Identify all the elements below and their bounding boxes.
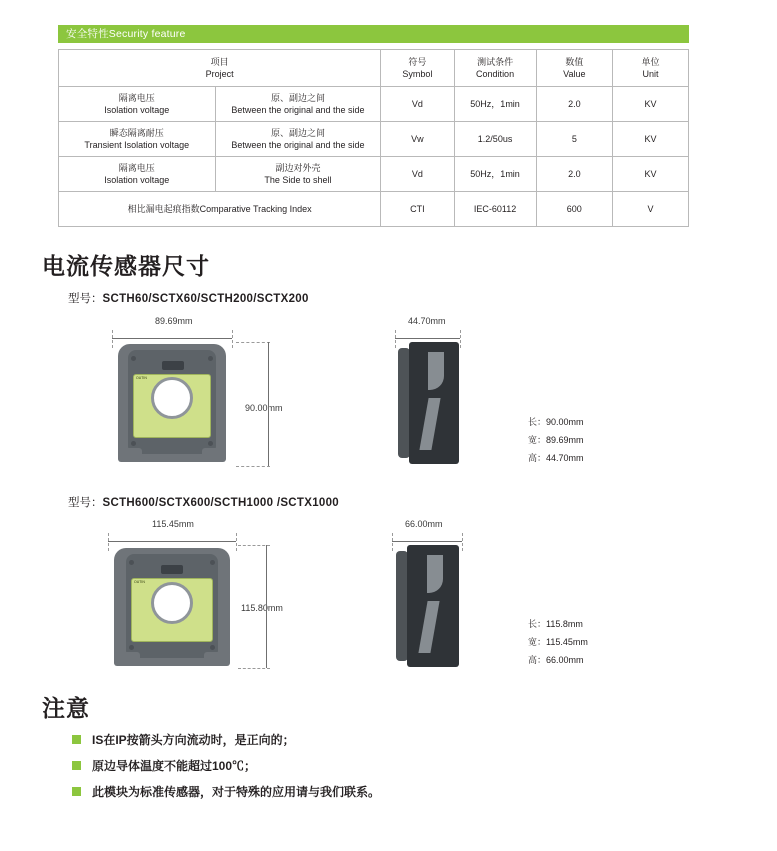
header-unit [613,50,689,87]
dim-arrow [108,541,236,542]
table-row [59,87,689,122]
row-merged-label: 相比漏电起痕指数Comparative Tracking Index [59,192,381,227]
row-unit: KV [613,87,689,122]
header-symbol-en: Symbol [402,69,433,79]
spec-height-g2: 高：66.00mm [528,655,584,665]
sensor-aperture-g2 [151,582,193,624]
dim-front-width-g1: 89.69mm [155,316,193,326]
nameplate-text-g2: OUTIN [134,580,145,584]
guide [238,668,270,669]
guide [236,466,270,467]
row-detail: 原、副边之间 Between the original and the side [215,122,381,157]
sensor-screw [129,645,134,650]
table-row [59,157,689,192]
safety-feature-table [58,49,689,227]
spec-width-g2: 宽：115.45mm [528,637,588,647]
header-condition-en: Condition [476,69,515,79]
guide [108,533,109,551]
sensor-screw [208,356,213,361]
row-value: 2.0 [536,87,612,122]
model-label-group-1 [68,290,309,306]
note-item: IS在IP按箭头方向流动时，是正向的； [92,733,295,747]
spec-length-g1: 长：90.00mm [528,417,584,427]
dim-arrow [392,541,462,542]
note-bullet-icon [72,761,81,770]
row-name: 隔离电压 Isolation voltage [59,157,216,192]
header-value [536,50,612,87]
row-unit: KV [613,157,689,192]
dim-arrow [266,545,267,668]
dim-side-width-g2: 66.00mm [405,519,443,529]
model-key: 型号： [68,293,103,305]
dim-front-height-g1: 90.00mm [245,403,283,413]
row-symbol: CTI [381,192,454,227]
sensor-foot [202,448,226,462]
guide [460,330,461,348]
heading-sensor-dimensions: 电流传感器尺寸 [42,253,210,279]
spec-length-g2: 长：115.8mm [528,619,583,629]
header-symbol-cn: 符号 [408,56,427,67]
model-key: 型号： [68,497,103,509]
sensor-screw [131,441,136,446]
header-value-en: Value [563,69,586,79]
header-condition-cn: 测试条件 [477,56,514,67]
row-value: 600 [536,192,612,227]
sensor-screw [210,560,215,565]
guide [232,330,233,348]
row-condition: 1.2/50us [454,122,536,157]
model-value: SCTH60/SCTX60/SCTH200/SCTX200 [102,293,309,305]
dim-side-width-g1: 44.70mm [408,316,446,326]
sensor-connector-g1 [162,361,184,370]
note-item: 原边导体温度不能超过100℃； [92,759,257,773]
guide [236,533,237,551]
row-value: 5 [536,122,612,157]
sensor-aperture-g1 [151,377,193,419]
row-condition: 50Hz，1min [454,87,536,122]
table-row [59,192,689,227]
row-detail: 原、副边之间 Between the original and the side [215,87,381,122]
header-project [59,50,381,87]
row-symbol: Vd [381,157,454,192]
row-name: 瞬态隔离耐压 Transient Isolation voltage [59,122,216,157]
sensor-foot [114,652,140,666]
header-unit-cn: 单位 [641,56,660,67]
row-unit: V [613,192,689,227]
table-header-row [59,50,689,87]
guide [395,330,396,348]
section-title-safety-feature: 安全特性Security feature [58,25,689,43]
header-condition [454,50,536,87]
note-item: 此模块为标准传感器，对于特殊的应用请与我们联系。 [92,785,381,799]
row-symbol: Vw [381,122,454,157]
spec-width-g1: 宽：89.69mm [528,435,584,445]
nameplate-text-g1: OUTIN [136,376,147,380]
note-bullet-icon [72,787,81,796]
guide [392,533,393,551]
row-value: 2.0 [536,157,612,192]
guide [112,330,113,348]
row-condition: IEC-60112 [454,192,536,227]
guide [236,342,270,343]
sensor-foot [118,448,142,462]
header-project-en: Project [205,69,234,79]
spec-height-g1: 高：44.70mm [528,453,584,463]
sensor-foot [204,652,230,666]
sensor-screw [208,441,213,446]
row-condition: 50Hz，1min [454,157,536,192]
heading-notes: 注意 [42,695,90,721]
guide [462,533,463,551]
header-project-cn: 项目 [210,56,229,67]
model-label-group-2 [68,494,339,510]
spec-list-g2 [528,615,588,669]
row-name: 隔离电压 Isolation voltage [59,87,216,122]
dim-arrow [268,342,269,466]
header-symbol [381,50,454,87]
sensor-screw [131,356,136,361]
sensor-connector-g2 [161,565,183,574]
dim-arrow [395,338,460,339]
row-detail: 副边对外壳 The Side to shell [215,157,381,192]
spec-list-g1 [528,413,584,467]
dim-arrow [112,338,232,339]
dim-front-height-g2: 115.80mm [241,603,283,613]
header-unit-en: Unit [642,69,659,79]
sensor-screw [210,645,215,650]
dim-front-width-g2: 115.45mm [152,519,194,529]
header-value-cn: 数值 [565,56,584,67]
row-symbol: Vd [381,87,454,122]
sensor-screw [129,560,134,565]
model-value: SCTH600/SCTX600/SCTH1000 /SCTX1000 [102,497,339,509]
note-bullet-icon [72,735,81,744]
table-row [59,122,689,157]
row-unit: KV [613,122,689,157]
